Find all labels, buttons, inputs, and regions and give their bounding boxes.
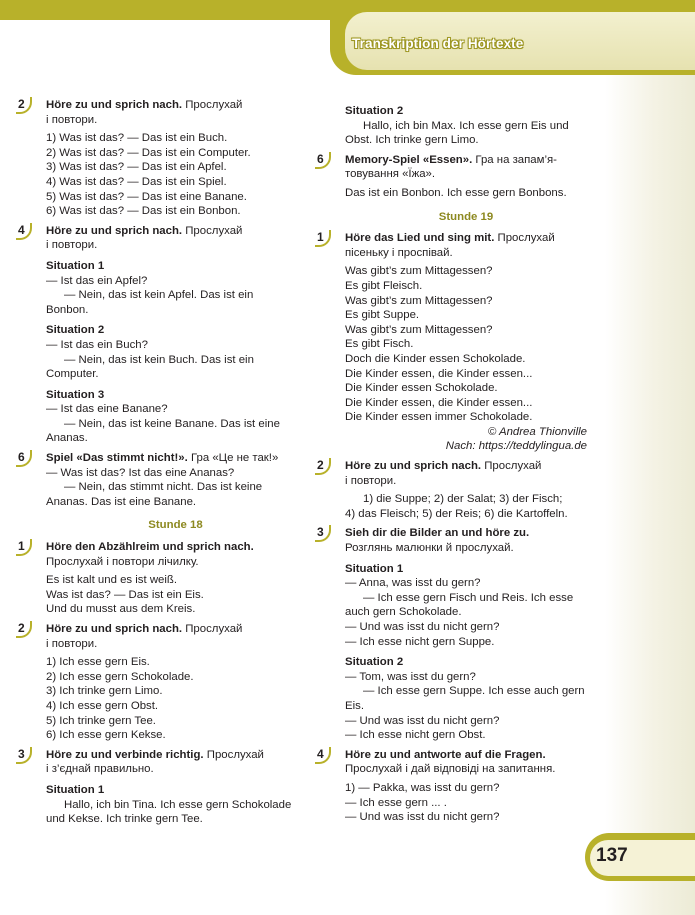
task-number-badge: 2	[16, 621, 33, 638]
task-title: Höre zu und sprich nach.	[46, 623, 183, 635]
task-right-5: 4 Höre zu und antworte auf die Fragen. Прослухай і дай відповіді на запитання. 1) — Pakka, was isst du gern? — Ich esse gern ... . — Und was isst du nicht gern?	[345, 748, 587, 825]
task-title: Höre zu und sprich nach.	[46, 224, 183, 237]
list-item: 2) Was ist das? — Das ist ein Computer.	[46, 146, 251, 159]
task-left-5: 2 Höre zu und sprich nach. Прослухай і повтори. 1) Ich esse gern Eis. 2) Ich esse gern Schokolade. 3) Ich trinke gern Limo. 4) Ich esse gern Obst. 5) Ich trinke gern Tee. 6) Ich esse gern Kekse.	[46, 622, 305, 743]
song-line: Es gibt Fleisch.	[345, 279, 423, 292]
lesson-heading: Stunde 19	[438, 210, 494, 223]
lesson-heading: Stunde 18	[148, 519, 203, 532]
song-line: Die Kinder essen immer Schokolade.	[345, 411, 533, 424]
task-number-badge: 6	[315, 152, 332, 169]
situation-label: Situation 3	[46, 388, 105, 401]
task-title: Höre zu und sprich nach.	[46, 99, 183, 111]
task-title: Memory-Spiel «Essen».	[345, 153, 473, 166]
credit-source: Nach: https://teddylingua.de	[445, 440, 587, 453]
task-left-3: 6 Spiel «Das stimmt nicht!». Гра «Це не так!» — Was ist das? Ist das eine Ananas? — Nein, das stimmt nicht. Das ist keine Ananas. Das ist eine Banane.	[18, 450, 279, 508]
right-column	[317, 98, 587, 830]
task-number-badge: 1	[315, 230, 332, 247]
list-item: 5) Was ist das? — Das ist eine Banane.	[46, 190, 247, 203]
song-line: Was gibt’s zum Mittagessen?	[345, 323, 493, 336]
task-title: Höre zu und sprich nach.	[345, 460, 482, 473]
task-right-3: 2 Höre zu und sprich nach. Прослухай і повтори. 1) die Suppe; 2) der Salat; 3) der Fisch; 4) das Fleisch; 5) der Reis; 6) die Kartoffeln.	[317, 458, 568, 520]
page-number: 137	[596, 845, 628, 866]
list-item: 3) Ich trinke gern Limo.	[46, 685, 163, 698]
situation-continued: Situation 2 Hallo, ich bin Max. Ich esse gern Eis und Obst. Ich trinke gern Limo.	[345, 104, 587, 148]
task-title: Spiel «Das stimmt nicht!».	[46, 452, 188, 465]
task-title: Höre zu und antworte auf die Fragen.	[345, 748, 546, 761]
task-title: Höre zu und verbinde richtig.	[46, 748, 204, 761]
task-number-badge: 4	[16, 223, 33, 240]
task-number-badge: 3	[315, 525, 332, 542]
left-column	[18, 97, 305, 832]
task-left-4: 1 Höre den Abzählreim und sprich nach. Прослухай і повтори лічилку. Es ist kalt und es ist weiß. Was ist das? — Das ist ein Eis. Und du musst aus dem Kreis.	[46, 540, 305, 617]
situation-label: Situation 2	[345, 656, 404, 669]
situation-label: Situation 2	[46, 324, 105, 337]
credit-author: © Andrea Thionville	[487, 425, 587, 438]
list-item: 1) Ich esse gern Eis.	[46, 656, 150, 669]
task-right-1: 6 Memory-Spiel «Essen». Гра на запам’я- товування «Їжа». Das ist ein Bonbon. Ich esse gern Bonbons.	[317, 151, 567, 199]
list-item: 1) Was ist das? — Das ist ein Buch.	[46, 132, 228, 145]
list-item: 2) Ich esse gern Schokolade.	[46, 670, 194, 683]
task-left-2: 4 Höre zu und sprich nach. Прослухай і повтори. Situation 1 — Ist das ein Apfel? — Nein, das ist kein Apfel. Das ist ein Bonbon. Situation 2 — Ist das ein Buch? — Nein, das ist kein Buch. Das ist ein Computer. Situation 3 — Ist das eine Banane? — Nein, das ist keine Banane. Das ist eine Ananas.	[46, 224, 305, 446]
task-left-6: 3 Höre zu und verbinde richtig. Прослухай і з’єднай правильно. Situation 1 Hallo, ich bin Tina. Ich esse gern Schokolade und Kekse. Ich trinke gern Tee.	[46, 748, 305, 827]
situation-label: Situation 1	[345, 562, 404, 575]
task-number-badge: 2	[315, 458, 332, 475]
task-number-badge: 1	[16, 539, 33, 556]
page-background-gradient	[605, 0, 695, 915]
task-right-4: 3 Sieh dir die Bilder an und höre zu. Розглянь малюнки й прослухай. Situation 1 — Anna, was isst du gern? — Ich esse gern Fisch und Reis. Ich esse auch gern Schokolade. — Und was isst du nicht gern? — Ich esse nicht gern Suppe. Situation 2 — Tom, was isst du gern? — Ich esse gern Suppe. Ich esse auch gern Eis. — Und was isst du nicht gern? — Ich esse nicht gern Obst.	[345, 526, 587, 742]
task-title: Höre den Abzählreim und sprich nach.	[46, 541, 254, 554]
header-title: Transkription der Hörtexte	[352, 36, 524, 51]
task-title: Sieh dir die Bilder an und höre zu.	[345, 527, 530, 540]
task-left-1: 2 Höre zu und sprich nach. Прослухай і повтори. 1) Was ist das? — Das ist ein Buch. 2) Was ist das? — Das ist ein Computer. 3) Was ist das? — Das ist ein Apfel. 4) Was ist das? — Das ist ein Spiel. 5) Was ist das? — Das ist eine Banane. 6) Was ist das? — Das ist ein Bonbon.	[46, 98, 305, 219]
list-item: 5) Ich trinke gern Tee.	[46, 714, 156, 727]
list-item: 6) Ich esse gern Kekse.	[46, 729, 166, 742]
song-line: Was gibt’s zum Mittagessen?	[345, 294, 493, 307]
list-item: 4) Ich esse gern Obst.	[46, 699, 159, 712]
list-item: 6) Was ist das? — Das ist ein Bonbon.	[46, 205, 241, 218]
list-item: 4) Was ist das? — Das ist ein Spiel.	[46, 175, 227, 188]
situation-label: Situation 1	[46, 259, 105, 272]
task-title: Höre das Lied und sing mit.	[345, 232, 495, 245]
song-line: Es gibt Fisch.	[345, 338, 414, 351]
situation-label: Situation 1	[46, 783, 105, 796]
song-line: Die Kinder essen, die Kinder essen...	[345, 367, 533, 380]
song-line: Was gibt’s zum Mittagessen?	[345, 265, 493, 278]
task-number-badge: 2	[16, 97, 33, 114]
situation-label: Situation 2	[345, 105, 404, 117]
song-line: Es gibt Suppe.	[345, 309, 420, 322]
song-line: Doch die Kinder essen Schokolade.	[345, 352, 526, 365]
task-number-badge: 6	[16, 450, 33, 467]
song-line: Die Kinder essen Schokolade.	[345, 382, 498, 395]
task-number-badge: 3	[16, 747, 33, 764]
task-number-badge: 4	[315, 747, 332, 764]
song-line: Die Kinder essen, die Kinder essen...	[345, 396, 533, 409]
list-item: 3) Was ist das? — Das ist ein Apfel.	[46, 161, 227, 174]
task-right-2: 1 Höre das Lied und sing mit. Прослухай пісеньку і проспівай. Was gibt’s zum Mittagessen? Es gibt Fleisch. Was gibt’s zum Mittagessen? Es gibt Suppe. Was gibt’s zum Mittagessen? Es gibt Fisch. Doch die Kinder essen Schokolade. Die Kinder essen, die Kinder essen... Die Kinder essen Schokolade. Die Kinder essen, die Kinder essen... Die Kinder essen immer Schokolade. © Andrea Thionville Nach: https://teddylingua.de	[317, 230, 587, 453]
